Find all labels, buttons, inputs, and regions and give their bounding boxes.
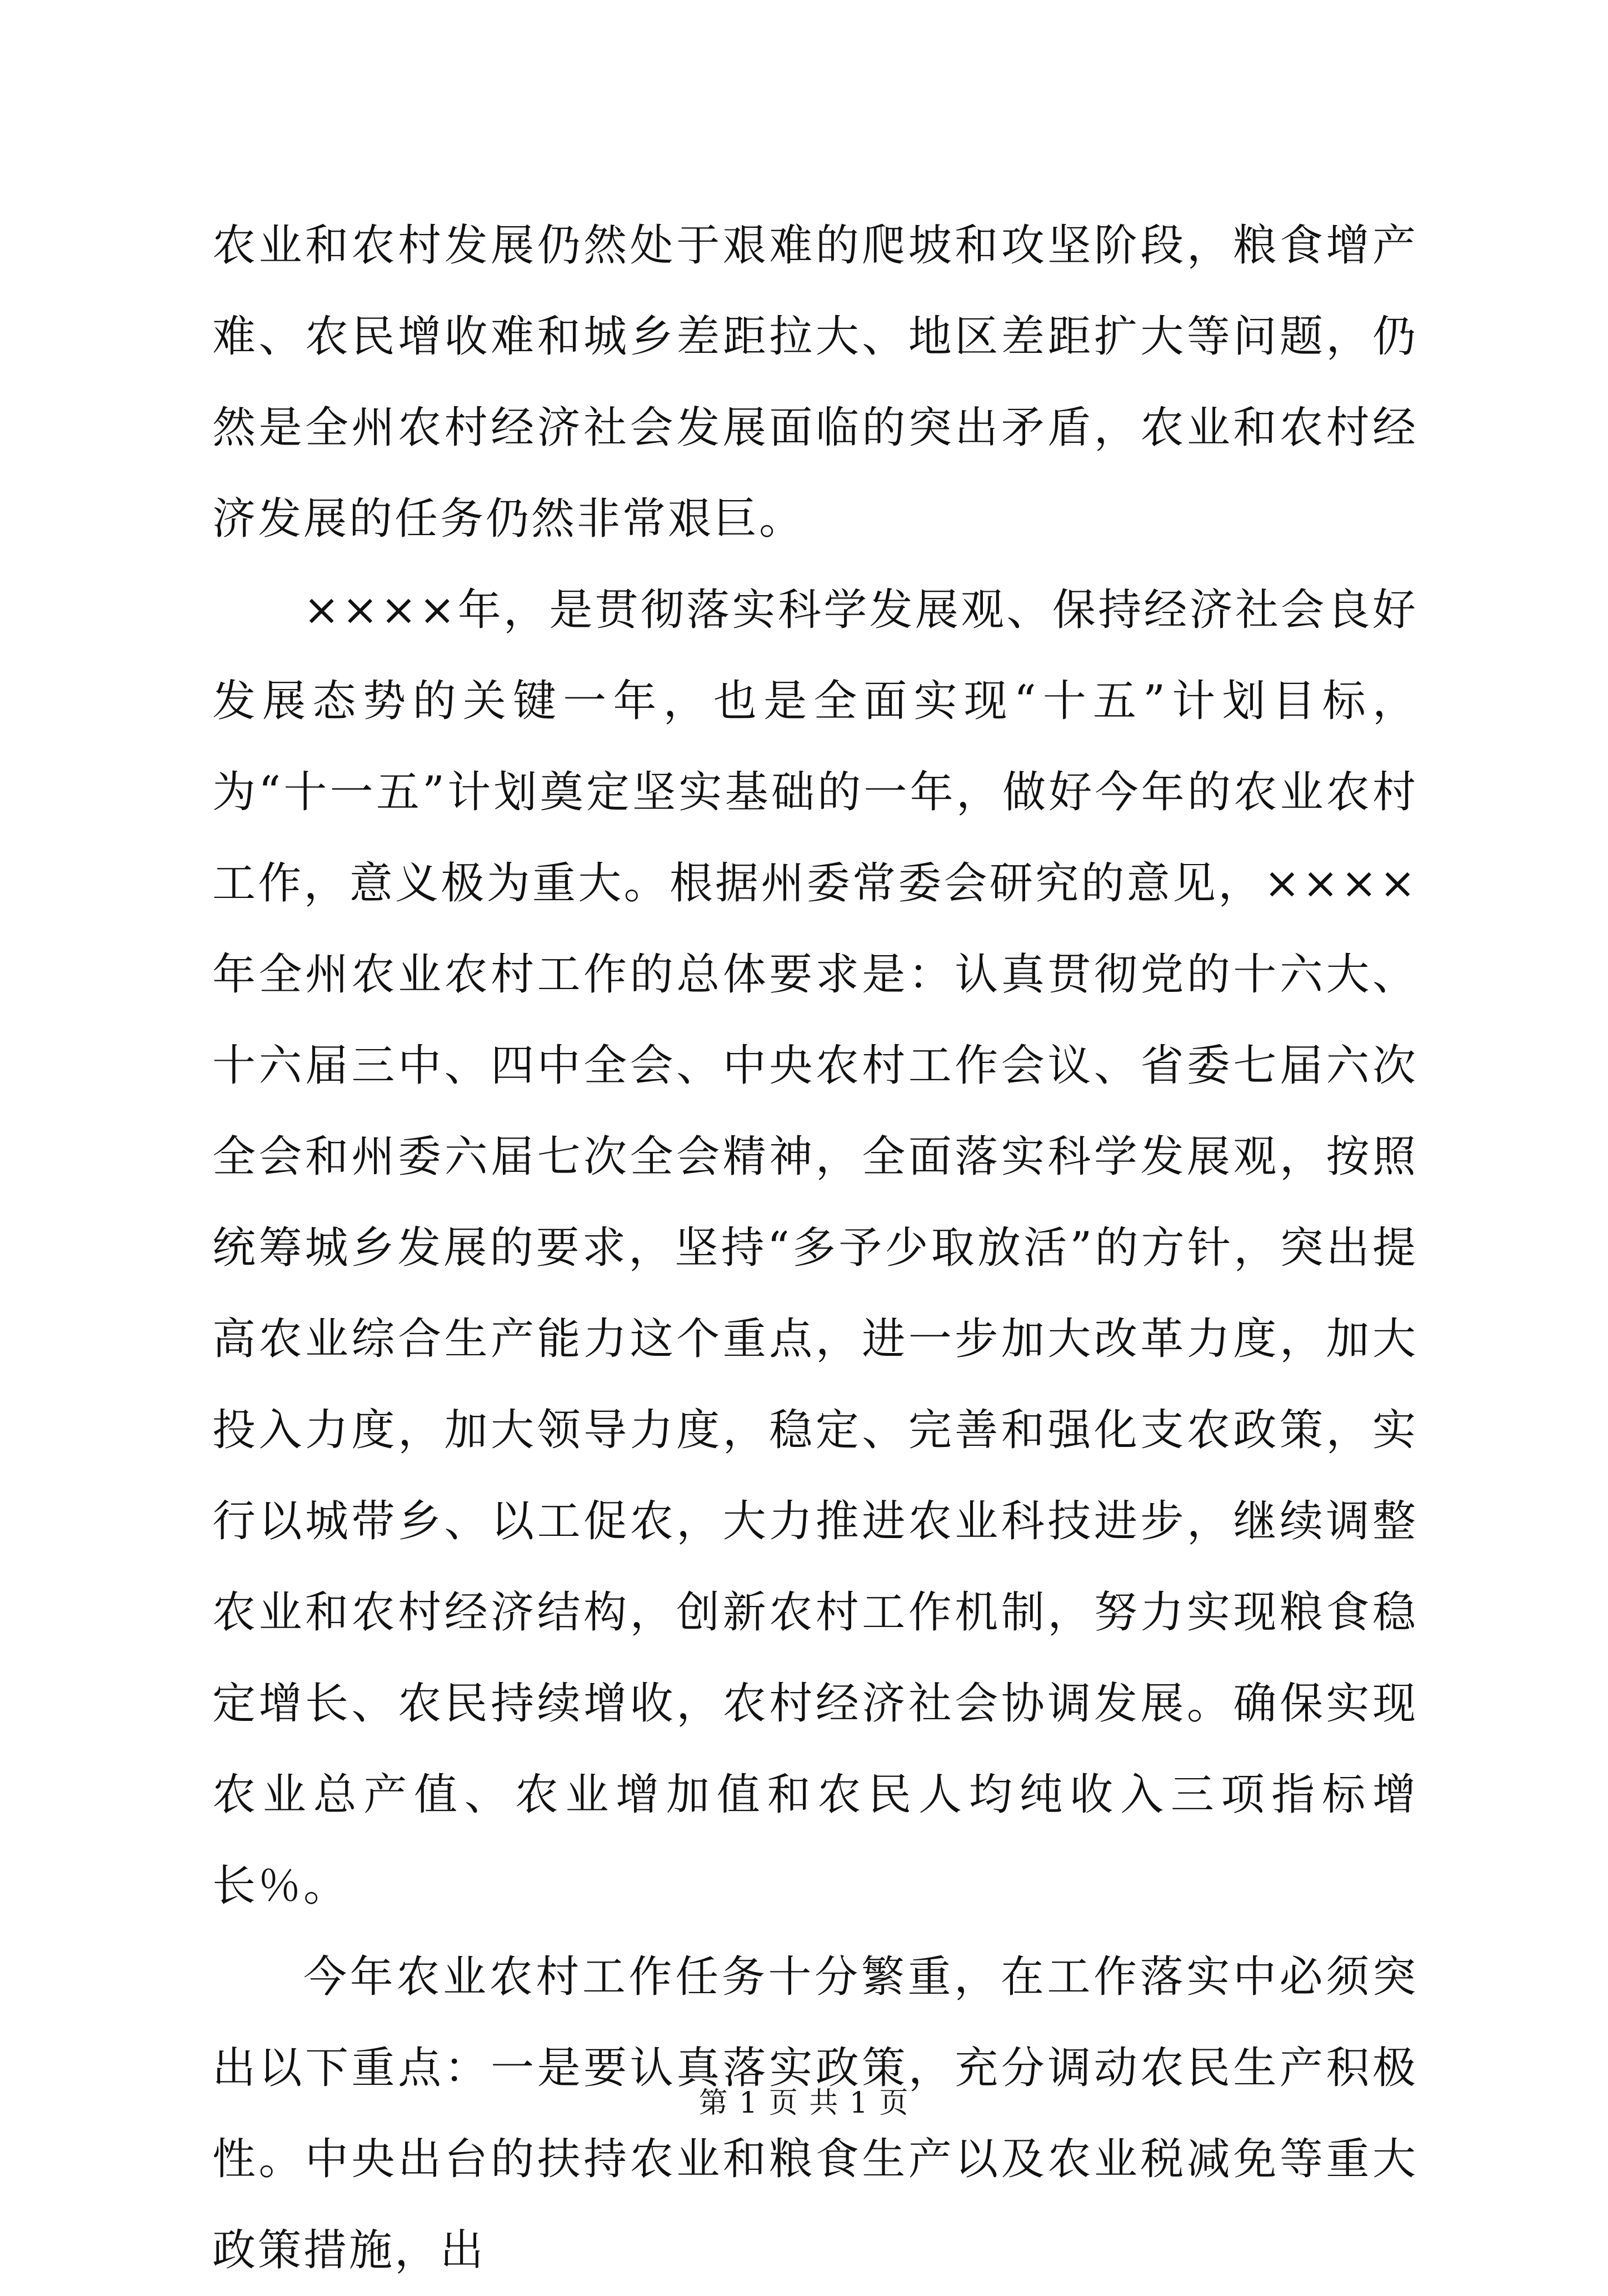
paragraph-3: 今年农业农村工作任务十分繁重，在工作落实中必须突出以下重点：一是要认真落实政策，充分调动农民生产积极性。中央出台的扶持农业和粮食生产以及农业税减免等重大政策措施，出 xyxy=(212,1952,1418,2275)
page-footer: 第 1 页 共 1 页 xyxy=(698,2087,910,2120)
document-body xyxy=(212,200,1418,2296)
paragraph-1: 农业和农村发展仍然处于艰难的爬坡和攻坚阶段，粮食增产难、农民增收难和城乡差距拉大、地区差距扩大等问题，仍然是全州农村经济社会发展面临的突出矛盾，农业和农村经济发展的任务仍然非常艰巨。 xyxy=(212,221,1418,544)
paragraph-2: ××××年，是贯彻落实科学发展观、保持经济社会良好发展态势的关键一年，也是全面实现“十五”计划目标，为“十一五”计划奠定坚实基础的一年，做好今年的农业农村工作，意义极为重大。根据州委常委会研究的意见，××××年全州农业农村工作的总体要求是：认真贯彻党的十六大、十六届三中、四中全会、中央农村工作会议、省委七届六次全会和州委六届七次全会精神，全面落实科学发展观，按照统筹城乡发展的要求，坚持“多予少取放活”的方针，突出提高农业综合生产能力这个重点，进一步加大改革力度，加大投入力度，加大领导力度，稳定、完善和强化支农政策，实行以城带乡、以工促农，大力推进农业科技进步，继续调整农业和农村经济结构，创新农村工作机制，努力实现粮食稳定增长、农民持续增收，农村经济社会协调发展。确保实现农业总产值、农业增加值和农民人均纯收入三项指标增长％。 xyxy=(212,585,1418,1911)
